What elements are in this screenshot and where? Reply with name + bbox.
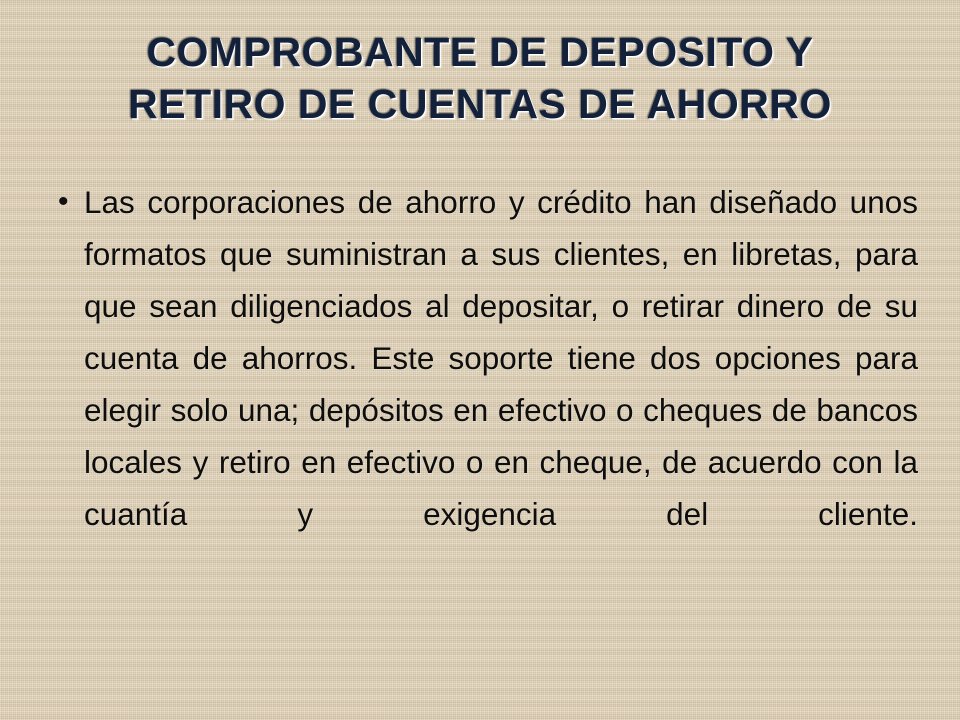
list-item bbox=[52, 176, 918, 592]
body-content bbox=[52, 176, 918, 592]
bullet-icon: • bbox=[58, 185, 69, 218]
page-title-line-1: COMPROBANTE DE DEPOSITO Y bbox=[146, 29, 814, 75]
list-item-text: Las corporaciones de ahorro y crédito han diseñado unos formatos que suministran a sus clientes, en libretas, para que sean diligenciados al depositar, o retirar dinero de su cuenta de ahorros. Este soporte tiene dos opciones para elegir solo una; depósitos en efectivo o cheques de bancos locales y retiro en efectivo o en cheque, de acuerdo con la cuantía y exigencia del cliente. bbox=[84, 184, 918, 532]
page-title-line-2: RETIRO DE CUENTAS DE AHORRO bbox=[128, 81, 832, 127]
page-title bbox=[40, 26, 920, 130]
